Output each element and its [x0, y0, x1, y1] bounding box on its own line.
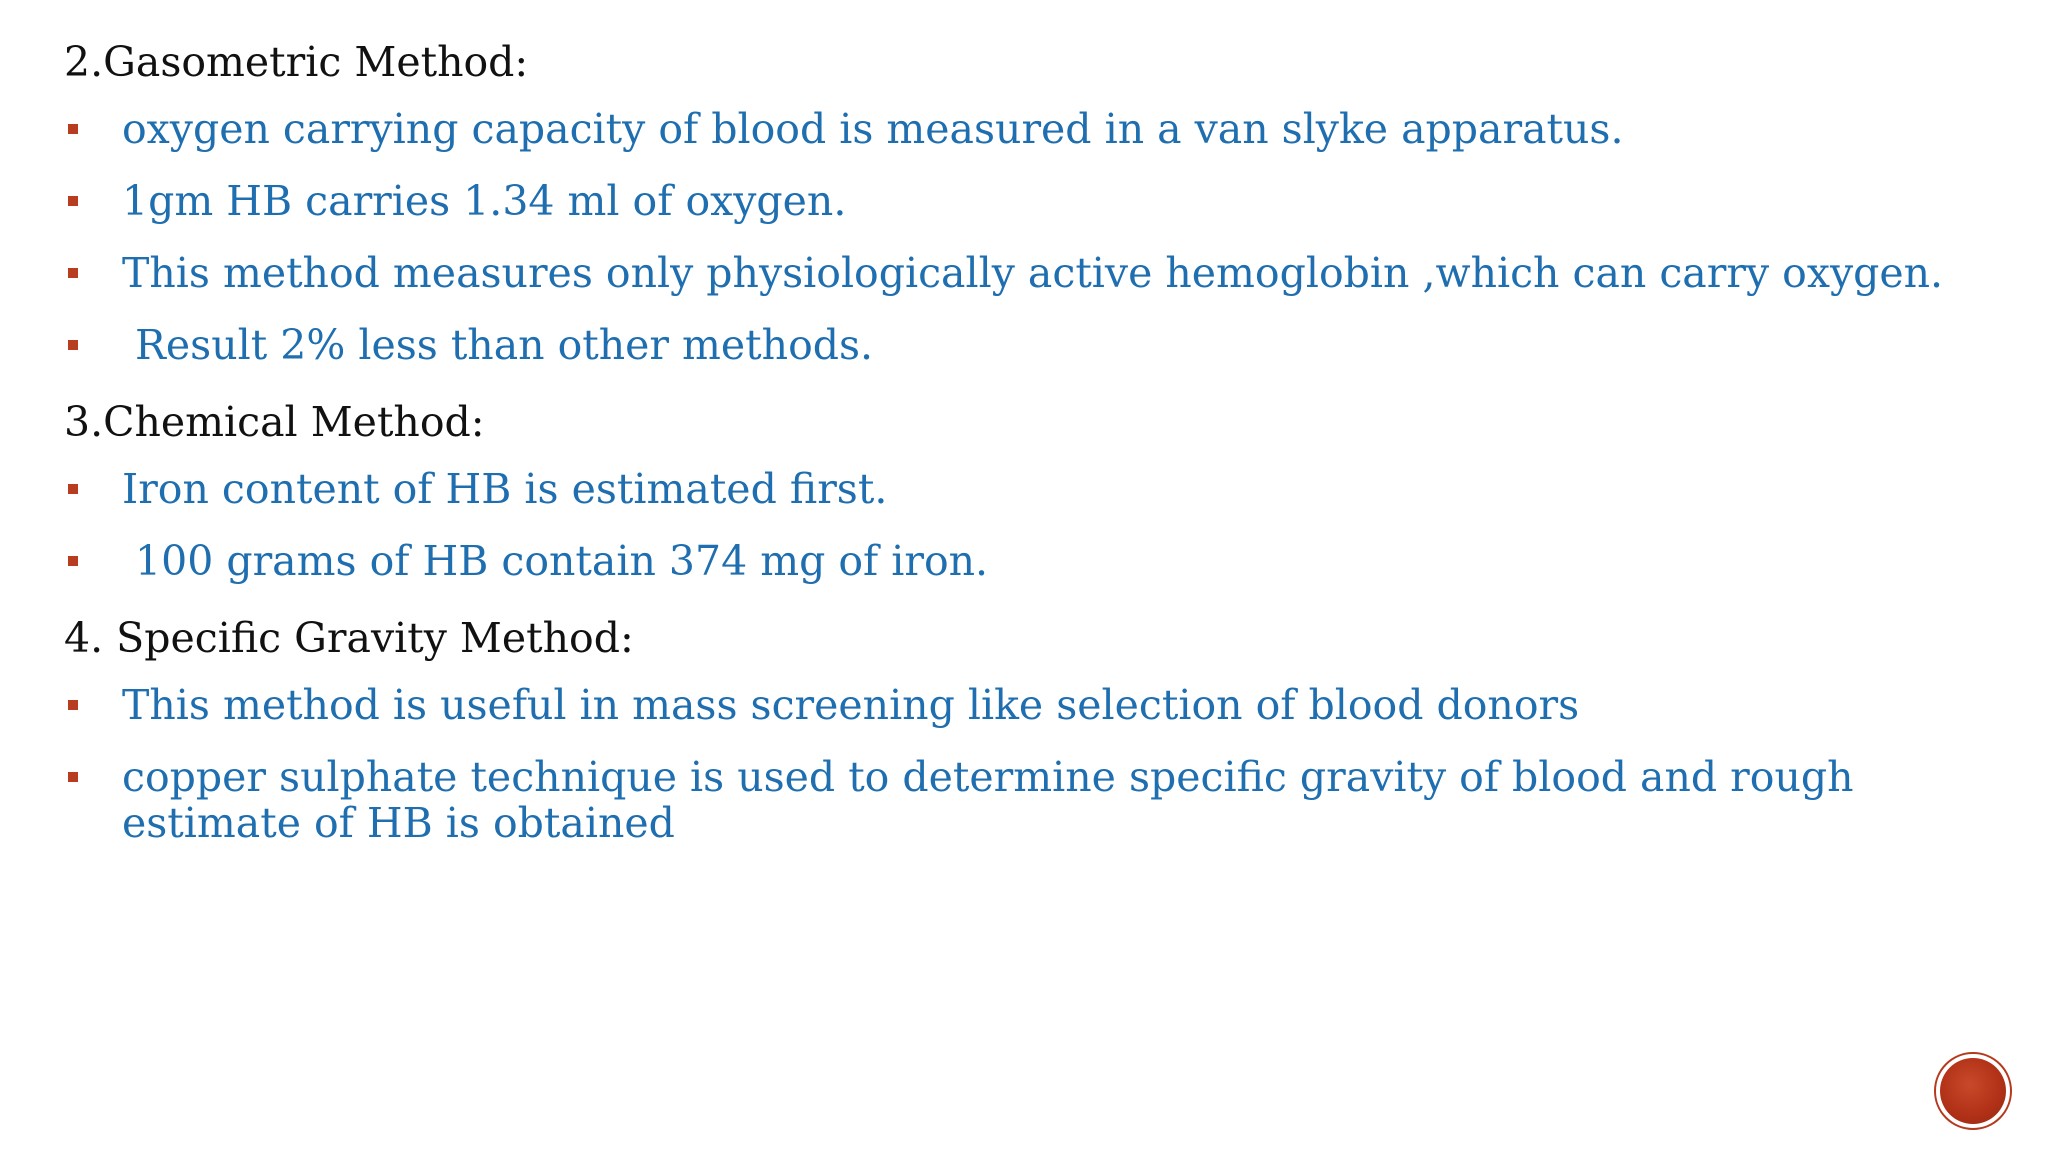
bullet-item — [64, 178, 2004, 250]
bullet-text: Result 2% less than other methods. — [122, 321, 874, 369]
section-heading-gasometric: 2.Gasometric Method: — [64, 38, 529, 86]
bullet-text: This method measures only physiologically active hemoglobin ,which can carry oxygen. — [122, 249, 1944, 297]
bullet-item — [64, 106, 2004, 178]
slide-content — [64, 34, 2004, 846]
square-bullet-icon — [68, 124, 78, 134]
bullet-text: This method is useful in mass screening like selection of blood donors — [122, 681, 1580, 729]
bullet-item — [64, 754, 2022, 846]
decorative-circle-badge-icon — [1934, 1052, 2012, 1130]
square-bullet-icon — [68, 196, 78, 206]
square-bullet-icon — [68, 268, 78, 278]
bullet-text: oxygen carrying capacity of blood is measured in a van slyke apparatus. — [122, 105, 1624, 153]
bullet-item — [64, 322, 2004, 394]
bullet-item — [64, 250, 2004, 322]
bullet-item — [64, 682, 2004, 754]
bullet-item — [64, 538, 2004, 610]
bullet-text: 1gm HB carries 1.34 ml of oxygen. — [122, 177, 847, 225]
bullet-text: 100 grams of HB contain 374 mg of iron. — [122, 537, 989, 585]
square-bullet-icon — [68, 772, 78, 782]
square-bullet-icon — [68, 340, 78, 350]
section-heading-chemical: 3.Chemical Method: — [64, 398, 485, 446]
square-bullet-icon — [68, 556, 78, 566]
square-bullet-icon — [68, 700, 78, 710]
section-heading-specific-gravity: 4. Specific Gravity Method: — [64, 614, 634, 662]
square-bullet-icon — [68, 484, 78, 494]
badge-fill — [1940, 1058, 2006, 1124]
bullet-text: copper sulphate technique is used to determine specific gravity of blood and rough estimate of HB is obtained — [122, 753, 1867, 847]
bullet-item — [64, 466, 2004, 538]
bullet-text: Iron content of HB is estimated first. — [122, 465, 888, 513]
